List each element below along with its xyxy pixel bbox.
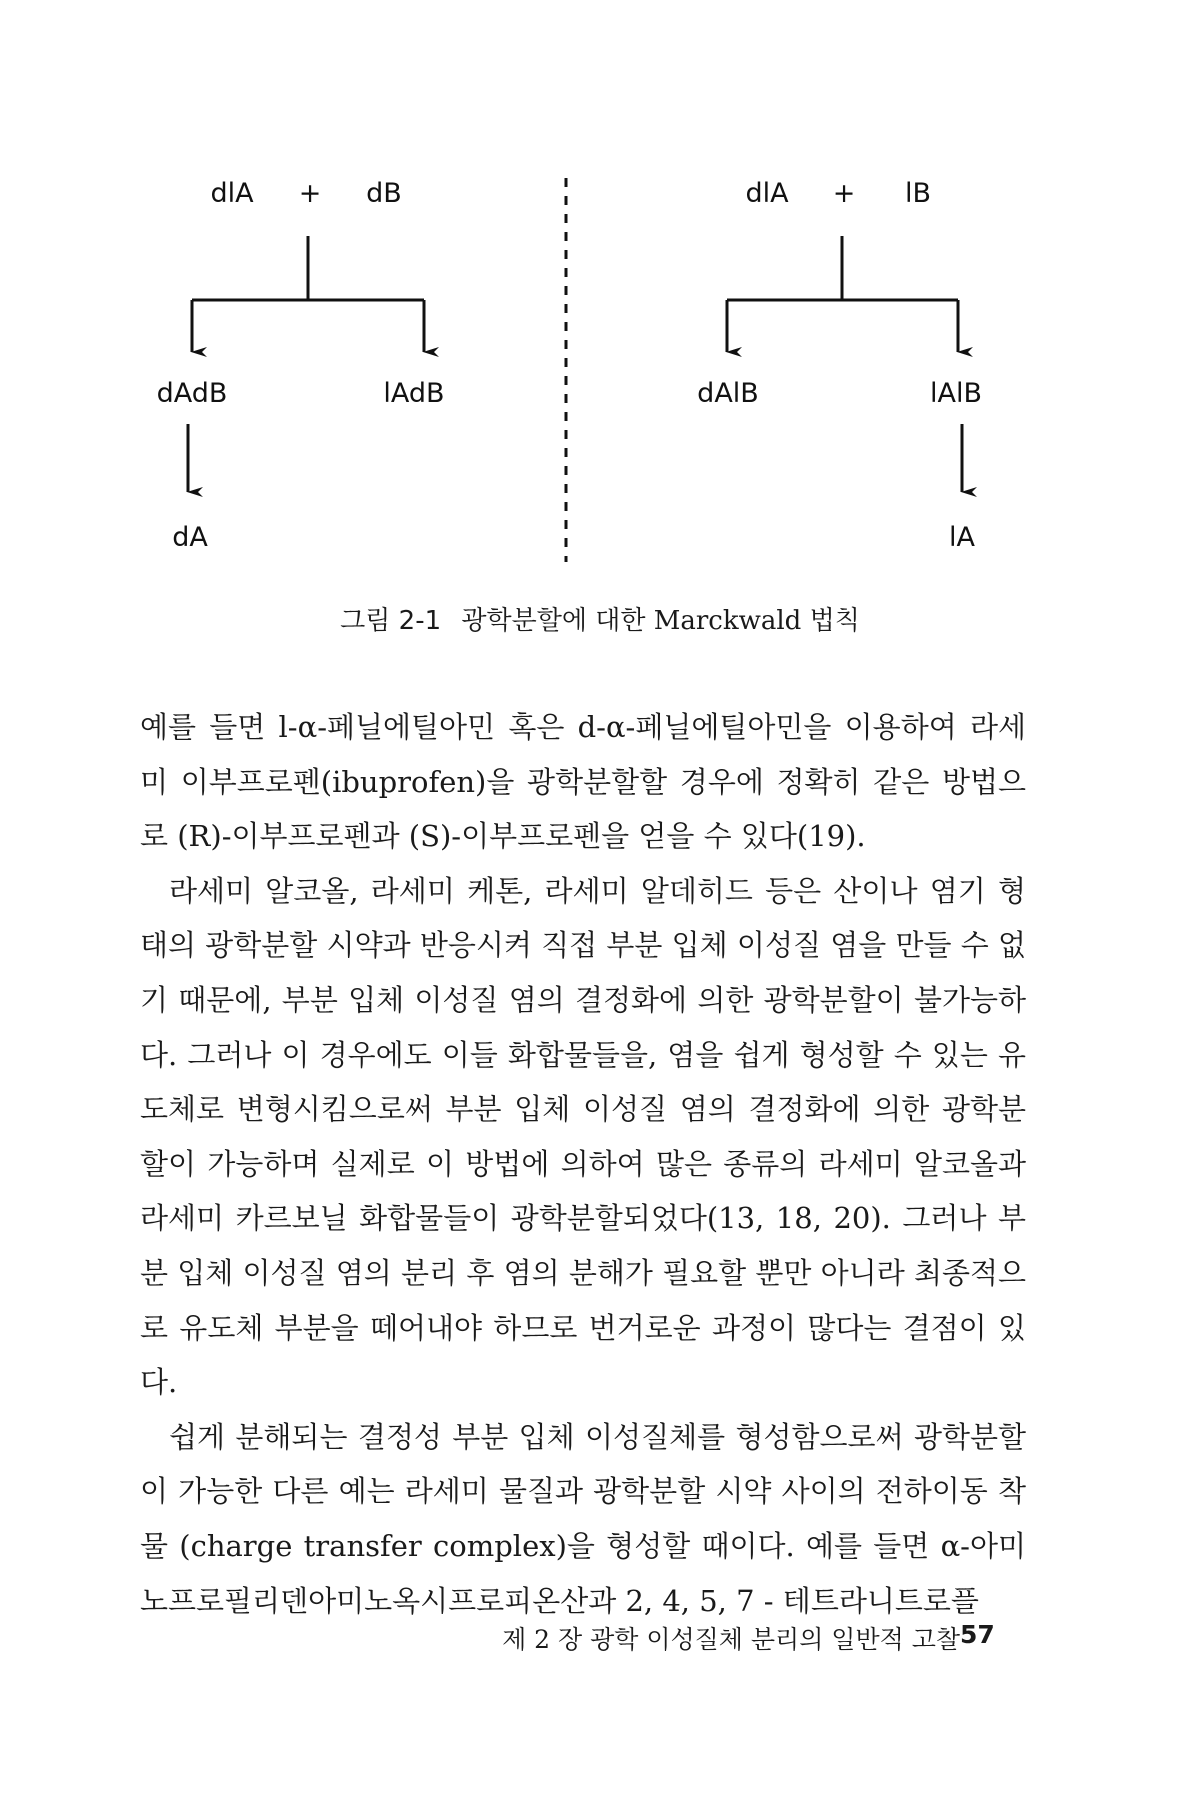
right-reactant-b: lB xyxy=(904,178,932,209)
left-reactant-b: dB xyxy=(366,178,402,209)
right-reactant-a: dlA xyxy=(745,178,789,209)
running-chapter-title: 제 2 장 광학 이성질체 분리의 일반적 고찰 xyxy=(502,1625,960,1654)
figure-caption xyxy=(0,600,1200,637)
left-final-product: dA xyxy=(172,522,208,553)
marckwald-diagram xyxy=(0,0,1200,620)
right-plus: + xyxy=(832,178,856,209)
paragraph: 예를 들면 l-α-페닐에틸아민 혹은 d-α-페닐에틸아민을 이용하여 라세미 이부프로펜(ibuprofen)을 광학분할할 경우에 정확히 같은 방법으로 (R)-이부프로펜과 (S)-이부프로펜을 얻을 수 있다(19). xyxy=(140,710,1026,854)
figure-caption-text: 광학분할에 대한 Marckwald 법칙 xyxy=(461,606,860,636)
left-product-2: lAdB xyxy=(383,378,445,409)
left-plus: + xyxy=(298,178,322,209)
body-text xyxy=(140,700,1026,1628)
page-number: 57 xyxy=(960,1620,995,1649)
paragraph: 쉽게 분해되는 결정성 부분 입체 이성질체를 형성함으로써 광학분할이 가능한 다른 예는 라세미 물질과 광학분할 시약 사이의 전하이동 착물 (charge transfer complex)을 형성할 때이다. 예를 들면 α-아미노프로필리덴아미노옥시프로피온산과 2, 4, 5, 7 - 테트라니트로플 xyxy=(140,1419,1026,1618)
page-footer xyxy=(0,1620,1200,1660)
right-tree-lines xyxy=(727,236,962,492)
right-product-1: dAlB xyxy=(697,378,759,409)
figure-label: 그림 2-1 xyxy=(340,606,442,636)
left-tree-lines xyxy=(188,236,424,492)
right-product-2: lAlB xyxy=(930,378,982,409)
paragraph: 라세미 알코올, 라세미 케톤, 라세미 알데히드 등은 산이나 염기 형태의 광학분할 시약과 반응시켜 직접 부분 입체 이성질 염을 만들 수 없기 때문에, 부분 입체 이성질 염의 결정화에 의한 광학분할이 불가능하다. 그러나 이 경우에도 이들 화합물들을, 염을 쉽게 형성할 수 있는 유도체로 변형시킴으로써 부분 입체 이성질 염의 결정화에 의한 광학분할이 가능하며 실제로 이 방법에 의하여 많은 종류의 라세미 알코올과 라세미 카르보닐 화합물들이 광학분할되었다(13, 18, 20). 그러나 부분 입체 이성질 염의 분리 후 염의 분해가 필요할 뿐만 아니라 최종적으로 유도체 부분을 떼어내야 하므로 번거로운 과정이 많다는 결점이 있다. xyxy=(140,873,1026,1400)
right-final-product: lA xyxy=(949,522,975,553)
left-reactant-a: dlA xyxy=(210,178,254,209)
left-product-1: dAdB xyxy=(156,378,228,409)
